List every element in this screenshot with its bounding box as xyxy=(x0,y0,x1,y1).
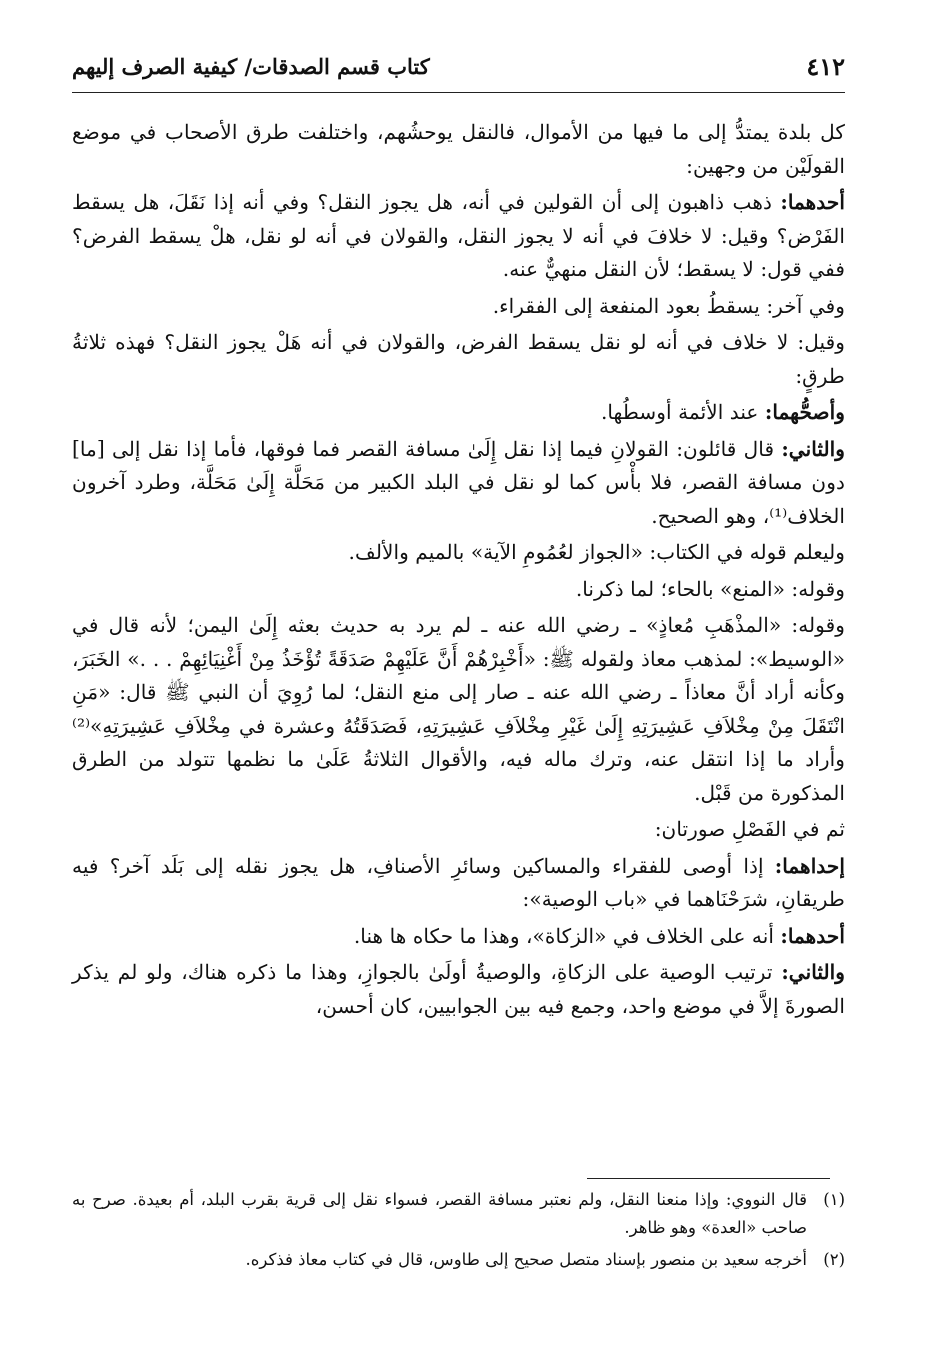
paragraph xyxy=(72,920,845,954)
paragraph xyxy=(72,396,845,430)
paragraph-text: إذا أوصى للفقراء والمساكين وسائرِ الأصنافِ، هل يجوز نقله إلى بَلَد آخر؟ فيه طريقانِ، شرَحْنَاهما في «باب الوصية»: xyxy=(72,853,845,911)
paragraph-text: كل بلدة يمتدُّ إلى ما فيها من الأموال، فالنقل يوحشُهم، واختلفت طرق الأصحاب في موضع القولَيْن من وجهين: xyxy=(72,120,845,178)
paragraph-text: أنه على الخلاف في «الزكاة»، وهذا ما حكاه ها هنا. xyxy=(353,923,774,948)
paragraph xyxy=(72,813,845,847)
paragraph-text: ترتيب الوصية على الزكاةِ، والوصيةُ أولَىٰ بالجوازِ، وهذا ما ذكره هناك، ولو لم يذكر الصورةَ إلاَّ في موضع واحد، وجمع فيه بين الجوابيين، كان أحسن، xyxy=(72,960,845,1018)
footnotes xyxy=(72,1186,845,1278)
paragraph-lead: وأصحُّهما: xyxy=(764,400,845,424)
running-title: كتاب قسم الصدقات/ كيفية الصرف إليهم xyxy=(72,54,430,79)
page-number: ٤١٢ xyxy=(806,52,845,81)
paragraph-text: ثم في الفَصْلِ صورتان: xyxy=(654,817,845,841)
paragraph-text: وقيل: لا خلاف في أنه لو نقل يسقط الفرض، والقولان في أنه هَلْ يجوز النقل؟ فهذه ثلاثةُ طرقٍ: xyxy=(72,330,845,388)
paragraph-text: وفي آخر: يسقطُ بعود المنفعة إلى الفقراء. xyxy=(492,293,845,318)
paragraph-lead: أحدهما: xyxy=(780,923,845,948)
paragraph xyxy=(72,850,845,917)
footnote xyxy=(72,1186,845,1242)
paragraph-lead: والثاني: xyxy=(781,436,845,461)
paragraph xyxy=(72,326,845,393)
paragraph xyxy=(72,186,845,287)
footnote-text: أخرجه سعيد بن منصور بإسناد متصل صحيح إلى طاوس، قال في كتاب معاذ فذكره. xyxy=(245,1250,807,1269)
footnote-number: (٢) xyxy=(823,1250,845,1269)
paragraph xyxy=(72,116,845,183)
paragraph-text: وقوله: «المذْهَبِ مُعاذٍ» ـ رضي الله عنه ـ لم يرد به حديث بعثه إِلَىٰ اليمن؛ لأنه قال في «الوسيط»: لمذهب معاذ ولقوله ﷺ: «أَخْبِرْهُمْ أَنَّ عَلَيْهِمْ صَدَقَةً تُؤْخَذُ مِنْ أَغْنِيَائِهِمْ . . .» الخَبَرَ، وكأنه أراد أنَّ معاذاً ـ رضي الله عنه ـ صار إلى منع النقل؛ لما رُوِيَ أن النبي ﷺ قال: «مَنِ انْتَقَلَ مِنْ مِخْلاَفِ عَشِيرَتِهِ إِلَىٰ غَيْرِ مِخْلاَفِ عَشِيرَتِهِ، فَصَدَقَتُهُ وعشرة في مِخْلاَفِ عَشِيرَتِهِ»⁽²⁾ وأراد ما إذا انتقل عنه، وترك ماله فيه، والأقوال الثلاثةُ عَلَىٰ ما نظمها تتولد من الطرق المذكورة من قَبْل. xyxy=(72,613,845,805)
footnote-number: (١) xyxy=(823,1190,845,1209)
paragraph xyxy=(72,609,845,810)
paragraph xyxy=(72,290,845,324)
paragraph xyxy=(72,956,845,1023)
paragraph-text: قال قائلون: القولانِ فيما إذا نقل إِلَىٰ مسافة القصر فما فوقها، فأما إذا نقل إلى [ما] دون مسافة القصر، فلا بأْس كما لو نقل في البلد الكبير من مَحَلَّة إِلَىٰ مَحَلَّة، وطرد آخرون الخلاف⁽¹⁾، وهو الصحيح. xyxy=(72,436,845,528)
footnote-separator xyxy=(587,1178,830,1179)
paragraph xyxy=(72,573,845,607)
main-text xyxy=(72,116,845,1026)
page-header xyxy=(72,50,845,93)
paragraph xyxy=(72,433,845,534)
footnote xyxy=(72,1246,845,1274)
paragraph-lead: إحداهما: xyxy=(774,853,845,878)
paragraph-text: ذهب ذاهبون إلى أن القولين في أنه، هل يجوز النقل؟ وفي أنه إذا نَقَلَ، هل يسقط الفَرْض؟ وقيل: لا خلافَ في أنه لا يجوز النقل، والقولان في أنه لو نقل، هلْ يسقط الفرض؟ ففي قول: لا يسقط؛ لأن النقل منهيٌّ عنه. xyxy=(72,190,845,281)
paragraph-text: وليعلم قوله في الكتاب: «الجواز لعُمُومِ الآية» بالميم والألف. xyxy=(348,540,845,564)
paragraph xyxy=(72,536,845,570)
paragraph-text: عند الأئمة أوسطُها. xyxy=(600,400,759,424)
paragraph-lead: والثاني: xyxy=(781,960,845,984)
footnote-text: قال النووي: وإذا منعنا النقل، ولم نعتبر مسافة القصر، فسواء نقل إلى قرية بقرب البلد، أم بعيدة. صرح به صاحب «العدة» وهو ظاهر. xyxy=(72,1190,807,1237)
paragraph-lead: أحدهما: xyxy=(780,190,845,214)
paragraph-text: وقوله: «المنع» بالحاء؛ لما ذكرنا. xyxy=(575,576,845,601)
